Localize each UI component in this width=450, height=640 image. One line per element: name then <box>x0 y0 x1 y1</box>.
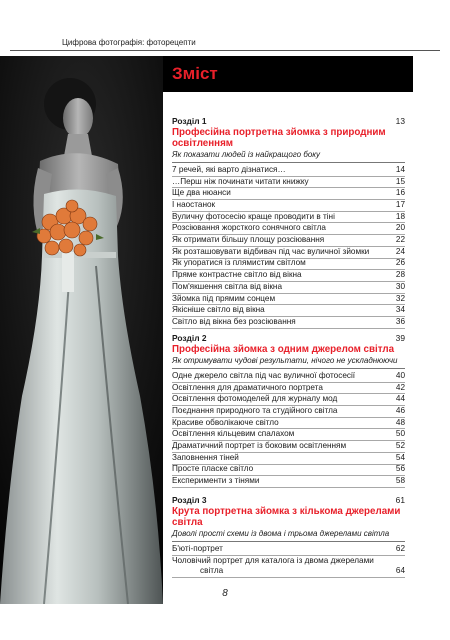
entry-label: Вуличну фотосесію краще проводити в тіні <box>172 211 335 221</box>
section-header <box>172 116 405 126</box>
entry-label: Пом'якшення світла від вікна <box>172 281 283 291</box>
entry-page: 14 <box>395 164 405 174</box>
entry-page: 62 <box>395 543 405 553</box>
toc-entry[interactable] <box>172 371 405 383</box>
entry-label: Освітлення кільцевим спалахом <box>172 429 295 439</box>
entry-label: Світло від вікна без розсіювання <box>172 316 296 326</box>
entry-page: 15 <box>395 176 405 186</box>
toc-title: Зміст <box>172 64 218 83</box>
section-page: 61 <box>395 495 405 505</box>
entry-page: 36 <box>395 316 405 326</box>
section-header <box>172 333 405 343</box>
entry-page: 56 <box>395 464 405 474</box>
entry-label: Заповнення тіней <box>172 452 239 462</box>
toc-entry[interactable] <box>172 247 405 259</box>
entry-label-line-2: світла <box>200 566 224 576</box>
entry-label: Якісніше світло від вікна <box>172 305 265 315</box>
entry-label: Одне джерело світла під час вуличної фотосесії <box>172 370 356 380</box>
entry-page: 46 <box>395 406 405 416</box>
toc-entry[interactable] <box>172 465 405 477</box>
toc-entry[interactable] <box>172 188 405 200</box>
toc-entry[interactable] <box>172 544 405 556</box>
entry-label: І наостанок <box>172 200 216 210</box>
section-page: 13 <box>395 116 405 126</box>
toc-entry[interactable] <box>172 235 405 247</box>
entry-label: 7 речей, які варто дізнатися… <box>172 164 286 174</box>
toc-entry[interactable] <box>172 212 405 224</box>
toc-entry[interactable] <box>172 383 405 395</box>
bride-photo <box>0 56 163 604</box>
entry-page: 34 <box>395 305 405 315</box>
header-rule <box>10 50 440 51</box>
toc-entry[interactable] <box>172 177 405 189</box>
entry-page: 44 <box>395 394 405 404</box>
entry-label: Поєднання природного та студійного світла <box>172 406 338 416</box>
toc-entry[interactable] <box>172 453 405 465</box>
entry-page: 30 <box>395 281 405 291</box>
section-label: Розділ 3 <box>172 495 207 505</box>
entry-page: 52 <box>395 441 405 451</box>
entry-page: 58 <box>395 476 405 486</box>
toc-section-1 <box>172 116 405 329</box>
entry-page: 54 <box>395 452 405 462</box>
section-subtitle: Доволі прості схеми із двома і трьома джерелами світла <box>172 529 405 542</box>
entry-label: Б'юті-портрет <box>172 543 223 553</box>
entry-label-line-1: Чоловічий портрет для каталога із двома джерелами <box>172 555 374 565</box>
entry-label <box>172 556 374 577</box>
entry-label: Красиве обволікаюче світло <box>172 417 279 427</box>
entry-label: Просте пласке світло <box>172 464 254 474</box>
entry-label: Пряме контрастне світло від вікна <box>172 270 302 280</box>
entry-page: 50 <box>395 429 405 439</box>
entry-page: 40 <box>395 370 405 380</box>
section-page: 39 <box>395 333 405 343</box>
section-subtitle: Як показати людей із найкращого боку <box>172 150 405 163</box>
toc-section-2 <box>172 333 405 488</box>
entry-page: 64 <box>395 566 405 576</box>
section-title: Професійна портретна зйомка з природним освітленням <box>172 127 386 149</box>
entry-label: Розсіювання жорсткого сонячного світла <box>172 223 326 233</box>
entry-page: 18 <box>395 211 405 221</box>
entry-page: 17 <box>395 200 405 210</box>
entry-label: Зйомка під прямим сонцем <box>172 293 276 303</box>
entry-label: Як отримати більшу площу розсіювання <box>172 235 325 245</box>
page-number: 8 <box>222 588 228 599</box>
toc-entry[interactable] <box>172 394 405 406</box>
section-title: Крута портретна зйомка з кількома джерелами світла <box>172 506 401 528</box>
entry-page: 22 <box>395 235 405 245</box>
entry-label: Як розташовувати відбивач під час вуличної зйомки <box>172 246 370 256</box>
running-header: Цифрова фотографія: фоторецепти <box>62 38 196 47</box>
toc-entry[interactable] <box>172 223 405 235</box>
toc-entry[interactable] <box>172 418 405 430</box>
section-label: Розділ 2 <box>172 333 207 343</box>
toc-entry[interactable] <box>172 294 405 306</box>
toc-entry[interactable] <box>172 317 405 329</box>
entry-page: 42 <box>395 382 405 392</box>
toc-entry[interactable] <box>172 259 405 271</box>
toc-entry[interactable] <box>172 429 405 441</box>
entry-page: 16 <box>395 188 405 198</box>
entry-page: 26 <box>395 258 405 268</box>
entry-label: Ще два нюанси <box>172 188 231 198</box>
toc-entry[interactable] <box>172 270 405 282</box>
entry-page: 24 <box>395 246 405 256</box>
entry-label: …Перш ніж починати читати книжку <box>172 176 309 186</box>
entry-page: 28 <box>395 270 405 280</box>
section-header <box>172 495 405 505</box>
toc-entry[interactable] <box>172 305 405 317</box>
entry-label: Освітлення для драматичного портрета <box>172 382 323 392</box>
toc-entry[interactable] <box>172 165 405 177</box>
entry-label: Освітлення фотомоделей для журналу мод <box>172 394 338 404</box>
entry-page: 32 <box>395 293 405 303</box>
toc-entry[interactable] <box>172 556 405 578</box>
toc-entry[interactable] <box>172 476 405 488</box>
entry-page: 20 <box>395 223 405 233</box>
section-subtitle: Як отримувати чудові результати, нічого не ускладнюючи <box>172 356 405 369</box>
entry-label: Драматичний портрет із боковим освітленням <box>172 441 347 451</box>
toc-entry[interactable] <box>172 282 405 294</box>
entry-page: 48 <box>395 417 405 427</box>
entry-label: Як упоратися із плямистим світлом <box>172 258 306 268</box>
entry-label: Експерименти з тінями <box>172 476 260 486</box>
section-title: Професійна зйомка з одним джерелом світла <box>172 344 395 355</box>
toc-section-3 <box>172 495 405 578</box>
toc-entry[interactable] <box>172 441 405 453</box>
section-label: Розділ 1 <box>172 116 207 126</box>
toc-entry[interactable] <box>172 200 405 212</box>
toc-entry[interactable] <box>172 406 405 418</box>
